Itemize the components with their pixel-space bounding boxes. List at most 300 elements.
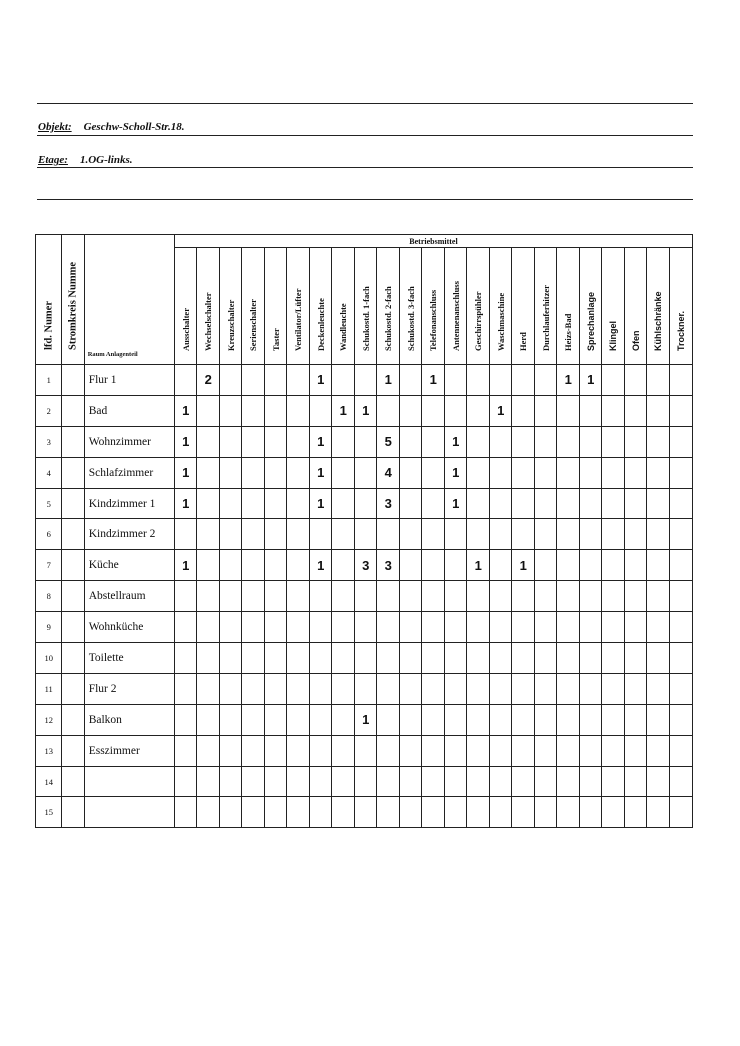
count-cell (647, 797, 670, 828)
count-cell (467, 797, 490, 828)
count-cell (287, 395, 310, 426)
table-row (36, 735, 693, 766)
count-cell: 5 (377, 426, 400, 457)
count-cell (624, 519, 647, 550)
count-cell (489, 426, 512, 457)
count-cell (579, 612, 602, 643)
count-cell (647, 643, 670, 674)
col-header-10: Schukostd. 3-fach (399, 248, 422, 365)
count-cell (422, 395, 445, 426)
count-cell (197, 581, 220, 612)
count-cell (557, 673, 580, 704)
count-cell (444, 519, 467, 550)
col-header-19: Klingel (602, 248, 625, 365)
count-cell (602, 704, 625, 735)
count-cell (579, 395, 602, 426)
row-number: 11 (36, 673, 62, 704)
count-cell (669, 797, 692, 828)
count-cell (399, 612, 422, 643)
count-cell (602, 797, 625, 828)
count-cell (512, 488, 535, 519)
count-cell (264, 735, 287, 766)
count-cell (219, 365, 242, 396)
count-cell (557, 581, 580, 612)
count-cell (467, 766, 490, 797)
count-cell (377, 519, 400, 550)
count-cell (219, 395, 242, 426)
count-cell: 1 (444, 488, 467, 519)
count-cell: 1 (354, 704, 377, 735)
count-cell: 1 (354, 395, 377, 426)
count-cell (669, 735, 692, 766)
count-cell: 1 (444, 457, 467, 488)
room-name: Abstellraum (84, 581, 174, 612)
count-cell (219, 457, 242, 488)
count-cell (647, 550, 670, 581)
count-cell (287, 704, 310, 735)
stromkreis-cell (62, 797, 84, 828)
count-cell (602, 735, 625, 766)
count-cell (444, 704, 467, 735)
count-cell (309, 643, 332, 674)
count-cell (489, 365, 512, 396)
count-cell: 1 (174, 488, 197, 519)
count-cell (197, 395, 220, 426)
count-cell (489, 735, 512, 766)
count-cell (354, 365, 377, 396)
count-cell (557, 797, 580, 828)
count-cell (197, 735, 220, 766)
col-header-12: Antennenanschluss (444, 248, 467, 365)
row-number: 5 (36, 488, 62, 519)
count-cell (264, 365, 287, 396)
count-cell (309, 735, 332, 766)
count-cell (624, 643, 647, 674)
count-cell (264, 457, 287, 488)
count-cell (399, 766, 422, 797)
count-cell (467, 457, 490, 488)
count-cell (669, 643, 692, 674)
count-cell (377, 797, 400, 828)
count-cell (287, 365, 310, 396)
row-number: 3 (36, 426, 62, 457)
count-cell (377, 395, 400, 426)
table-row (36, 643, 693, 674)
count-cell (264, 673, 287, 704)
count-cell (332, 519, 355, 550)
count-cell (332, 643, 355, 674)
count-cell (422, 735, 445, 766)
count-cell (624, 612, 647, 643)
count-cell (264, 550, 287, 581)
count-cell (174, 735, 197, 766)
count-cell (264, 797, 287, 828)
col-header-8: Schukostd. 1-fach (354, 248, 377, 365)
count-cell (242, 643, 265, 674)
count-cell (489, 457, 512, 488)
count-cell (174, 766, 197, 797)
etage-value: 1.OG-links. (79, 154, 133, 166)
count-cell (669, 673, 692, 704)
count-cell (557, 488, 580, 519)
count-cell (669, 519, 692, 550)
count-cell (377, 612, 400, 643)
count-cell (467, 735, 490, 766)
count-cell (219, 488, 242, 519)
count-cell (242, 612, 265, 643)
count-cell (332, 612, 355, 643)
count-cell (399, 704, 422, 735)
count-cell (219, 550, 242, 581)
count-cell: 1 (309, 488, 332, 519)
room-name: Flur 1 (84, 365, 174, 396)
count-cell (219, 704, 242, 735)
count-cell (332, 426, 355, 457)
count-cell (489, 704, 512, 735)
count-cell (399, 457, 422, 488)
count-cell (444, 673, 467, 704)
table-row (36, 395, 693, 426)
count-cell (287, 673, 310, 704)
row-number: 9 (36, 612, 62, 643)
col-header-15: Herd (512, 248, 535, 365)
count-cell (242, 704, 265, 735)
count-cell (647, 395, 670, 426)
count-cell (534, 395, 557, 426)
count-cell (287, 643, 310, 674)
count-cell: 1 (512, 550, 535, 581)
count-cell (602, 643, 625, 674)
count-cell (534, 519, 557, 550)
count-cell (309, 395, 332, 426)
count-cell (242, 797, 265, 828)
etage-rule (37, 167, 693, 168)
count-cell (579, 766, 602, 797)
room-name: Bad (84, 395, 174, 426)
count-cell (354, 426, 377, 457)
count-cell: 3 (377, 488, 400, 519)
count-cell (309, 673, 332, 704)
count-cell (242, 519, 265, 550)
row-number: 13 (36, 735, 62, 766)
count-cell (557, 643, 580, 674)
stromkreis-cell (62, 426, 84, 457)
count-cell (399, 735, 422, 766)
count-cell (579, 488, 602, 519)
count-cell (354, 519, 377, 550)
count-cell (332, 673, 355, 704)
etage-label: Etage: (38, 154, 68, 166)
table-row (36, 457, 693, 488)
count-cell (422, 519, 445, 550)
count-cell (512, 797, 535, 828)
count-cell (399, 395, 422, 426)
row-number: 2 (36, 395, 62, 426)
count-cell (242, 550, 265, 581)
count-cell (489, 519, 512, 550)
count-cell (512, 673, 535, 704)
table-row (36, 612, 693, 643)
count-cell (489, 612, 512, 643)
count-cell (647, 488, 670, 519)
count-cell (534, 457, 557, 488)
count-cell (647, 612, 670, 643)
count-cell (332, 457, 355, 488)
count-cell (399, 581, 422, 612)
count-cell (242, 426, 265, 457)
count-cell: 1 (309, 550, 332, 581)
count-cell (489, 581, 512, 612)
count-cell (534, 673, 557, 704)
room-name: Kindzimmer 2 (84, 519, 174, 550)
count-cell: 1 (174, 550, 197, 581)
count-cell (354, 643, 377, 674)
count-cell (557, 612, 580, 643)
count-cell (624, 735, 647, 766)
lfd-header: lfd. Numer (36, 235, 62, 365)
count-cell (557, 766, 580, 797)
room-name: Esszimmer (84, 735, 174, 766)
count-cell: 1 (309, 457, 332, 488)
table-row (36, 426, 693, 457)
count-cell (534, 766, 557, 797)
count-cell (624, 704, 647, 735)
count-cell (647, 673, 670, 704)
count-cell (399, 550, 422, 581)
count-cell (602, 488, 625, 519)
count-cell (579, 735, 602, 766)
count-cell (197, 488, 220, 519)
count-cell (242, 395, 265, 426)
count-cell (219, 612, 242, 643)
count-cell (197, 797, 220, 828)
count-cell (534, 365, 557, 396)
count-cell (197, 550, 220, 581)
count-cell: 3 (354, 550, 377, 581)
count-cell (579, 643, 602, 674)
count-cell (579, 581, 602, 612)
count-cell (422, 797, 445, 828)
count-cell (444, 581, 467, 612)
count-cell (534, 612, 557, 643)
stromkreis-cell (62, 581, 84, 612)
table-row (36, 365, 693, 396)
count-cell (557, 735, 580, 766)
count-cell (354, 457, 377, 488)
count-cell (174, 673, 197, 704)
count-cell (534, 735, 557, 766)
col-header-11: Telefonanschluss (422, 248, 445, 365)
count-cell (489, 766, 512, 797)
count-cell (444, 612, 467, 643)
count-cell (602, 581, 625, 612)
count-cell (669, 581, 692, 612)
count-cell (512, 519, 535, 550)
count-cell (399, 797, 422, 828)
count-cell: 1 (422, 365, 445, 396)
count-cell (242, 488, 265, 519)
count-cell (174, 365, 197, 396)
count-cell (579, 426, 602, 457)
count-cell (467, 395, 490, 426)
count-cell (174, 704, 197, 735)
count-cell (287, 797, 310, 828)
count-cell (557, 519, 580, 550)
count-cell: 1 (377, 365, 400, 396)
count-cell (534, 581, 557, 612)
count-cell (579, 797, 602, 828)
col-header-22: Trockner. (669, 248, 692, 365)
count-cell (242, 673, 265, 704)
count-cell (287, 426, 310, 457)
count-cell (624, 766, 647, 797)
count-cell (377, 581, 400, 612)
room-name (84, 766, 174, 797)
count-cell (422, 673, 445, 704)
count-cell (264, 581, 287, 612)
count-cell (197, 426, 220, 457)
betriebsmittel-header: Betriebsmittel (174, 235, 692, 248)
count-cell (287, 457, 310, 488)
count-cell: 1 (467, 550, 490, 581)
col-header-18: Sprechanlage (579, 248, 602, 365)
stromkreis-cell (62, 643, 84, 674)
count-cell (242, 581, 265, 612)
room-name: Wohnzimmer (84, 426, 174, 457)
count-cell (219, 581, 242, 612)
count-cell (287, 612, 310, 643)
count-cell (377, 735, 400, 766)
row-number: 4 (36, 457, 62, 488)
row-number: 7 (36, 550, 62, 581)
count-cell: 1 (174, 457, 197, 488)
count-cell (197, 612, 220, 643)
objekt-line (38, 121, 184, 133)
count-cell (264, 643, 287, 674)
count-cell (669, 612, 692, 643)
count-cell (579, 519, 602, 550)
count-cell (647, 457, 670, 488)
count-cell (444, 395, 467, 426)
count-cell (579, 673, 602, 704)
count-cell (377, 766, 400, 797)
count-cell (647, 426, 670, 457)
count-cell (444, 766, 467, 797)
count-cell (647, 581, 670, 612)
count-cell (512, 735, 535, 766)
count-cell (579, 704, 602, 735)
count-cell (534, 704, 557, 735)
count-cell (219, 426, 242, 457)
count-cell (602, 612, 625, 643)
count-cell (242, 365, 265, 396)
count-cell (422, 581, 445, 612)
count-cell (444, 643, 467, 674)
table-row (36, 519, 693, 550)
col-header-2: Kreuzschalter (219, 248, 242, 365)
stromkreis-cell (62, 612, 84, 643)
count-cell (489, 797, 512, 828)
count-cell: 1 (174, 395, 197, 426)
room-name: Toilette (84, 643, 174, 674)
count-cell (444, 365, 467, 396)
col-header-3: Serienschalter (242, 248, 265, 365)
count-cell (467, 519, 490, 550)
col-header-14: Waschmaschine (489, 248, 512, 365)
count-cell: 1 (489, 395, 512, 426)
count-cell: 1 (557, 365, 580, 396)
count-cell (444, 735, 467, 766)
count-cell (579, 550, 602, 581)
count-cell (444, 550, 467, 581)
count-cell: 1 (309, 365, 332, 396)
count-cell (287, 519, 310, 550)
count-cell (332, 488, 355, 519)
col-header-7: Wandleuchte (332, 248, 355, 365)
count-cell (624, 797, 647, 828)
count-cell (534, 550, 557, 581)
count-cell (354, 766, 377, 797)
count-cell (624, 365, 647, 396)
count-cell (467, 365, 490, 396)
stromkreis-cell (62, 519, 84, 550)
stromkreis-cell (62, 735, 84, 766)
col-header-1: Wechselschalter (197, 248, 220, 365)
count-cell (489, 673, 512, 704)
count-cell (399, 519, 422, 550)
count-cell (422, 457, 445, 488)
stromkreis-cell (62, 766, 84, 797)
count-cell (512, 766, 535, 797)
betriebsmittel-table (35, 234, 693, 828)
count-cell (669, 766, 692, 797)
stromkreis-cell (62, 550, 84, 581)
count-cell (399, 365, 422, 396)
stromkreis-cell (62, 673, 84, 704)
count-cell (557, 550, 580, 581)
count-cell (467, 704, 490, 735)
col-header-20: Ofen (624, 248, 647, 365)
count-cell (534, 488, 557, 519)
table-row (36, 797, 693, 828)
stromkreis-header: Stromkreis Numme (62, 235, 84, 365)
count-cell (309, 519, 332, 550)
count-cell (512, 395, 535, 426)
count-cell (557, 426, 580, 457)
count-cell (624, 488, 647, 519)
count-cell (264, 766, 287, 797)
count-cell (557, 704, 580, 735)
count-cell (534, 426, 557, 457)
count-cell (197, 519, 220, 550)
room-name: Wohnküche (84, 612, 174, 643)
count-cell (174, 519, 197, 550)
count-cell (557, 457, 580, 488)
count-cell (354, 735, 377, 766)
table-row (36, 704, 693, 735)
objekt-label: Objekt: (38, 121, 72, 133)
count-cell (422, 704, 445, 735)
count-cell (332, 365, 355, 396)
count-cell (512, 704, 535, 735)
count-cell: 1 (444, 426, 467, 457)
count-cell (467, 581, 490, 612)
room-name: Kindzimmer 1 (84, 488, 174, 519)
count-cell (602, 457, 625, 488)
count-cell (647, 735, 670, 766)
count-cell (602, 365, 625, 396)
count-cell (197, 766, 220, 797)
